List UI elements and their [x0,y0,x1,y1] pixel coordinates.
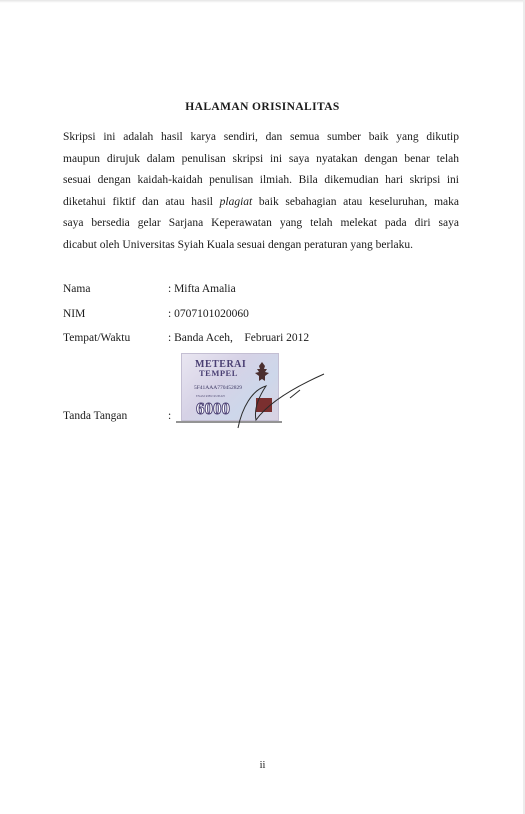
field-tempat-waktu [63,332,463,348]
field-value: : Mifta Amalia [168,283,236,295]
statement-text: baik sebahagian atau keseluruhan, maka [252,195,459,208]
signature-mark [170,368,330,438]
statement-text: diketahui fiktif dan atau hasil [63,195,220,208]
stamp-caption: ENAM RIBU RUPIAH [196,394,225,398]
statement-line: maupun dirujuk dalam penulisan skripsi ini saya nyatakan dengan benar telah [63,152,459,165]
field-label: NIM [63,308,86,320]
statement-line: dicabut oleh Universitas Syiah Kuala sesuai dengan peraturan yang berlaku. [63,238,413,251]
statement-line: saya bersedia gelar Sarjana Keperawatan yang telah melekat pada diri saya [63,217,459,229]
statement-line: Skripsi ini adalah hasil karya sendiri, dan semua sumber baik yang dikutip [63,131,459,143]
field-nim [63,308,463,324]
field-label: Tanda Tangan [63,410,128,422]
page-number: ii [259,760,266,771]
page-top-edge [0,0,525,3]
field-value: : Banda Aceh, Februari 2012 [168,332,310,344]
field-value: : [168,410,172,422]
stamp-line1: METERAI [195,359,247,370]
originality-statement [63,127,459,256]
field-label: Tempat/Waktu [63,332,131,344]
page-title: HALAMAN ORISINALITAS [185,101,340,113]
field-value: : 0707101020060 [168,308,249,320]
field-tanda-tangan [63,410,463,426]
statement-line [63,192,459,214]
stamp-line2: TEMPEL [199,368,238,378]
stamp-amount: 6000 [196,399,230,418]
statement-line: sesuai dengan kaidah-kaidah penulisan ilmiah. Bila dikemudian hari skripsi ini [63,174,459,186]
field-label: Nama [63,283,91,295]
field-nama [63,283,463,299]
stamp-code: 5F41AAA770452829 [194,385,242,391]
statement-italic-word: plagiat [219,195,253,208]
